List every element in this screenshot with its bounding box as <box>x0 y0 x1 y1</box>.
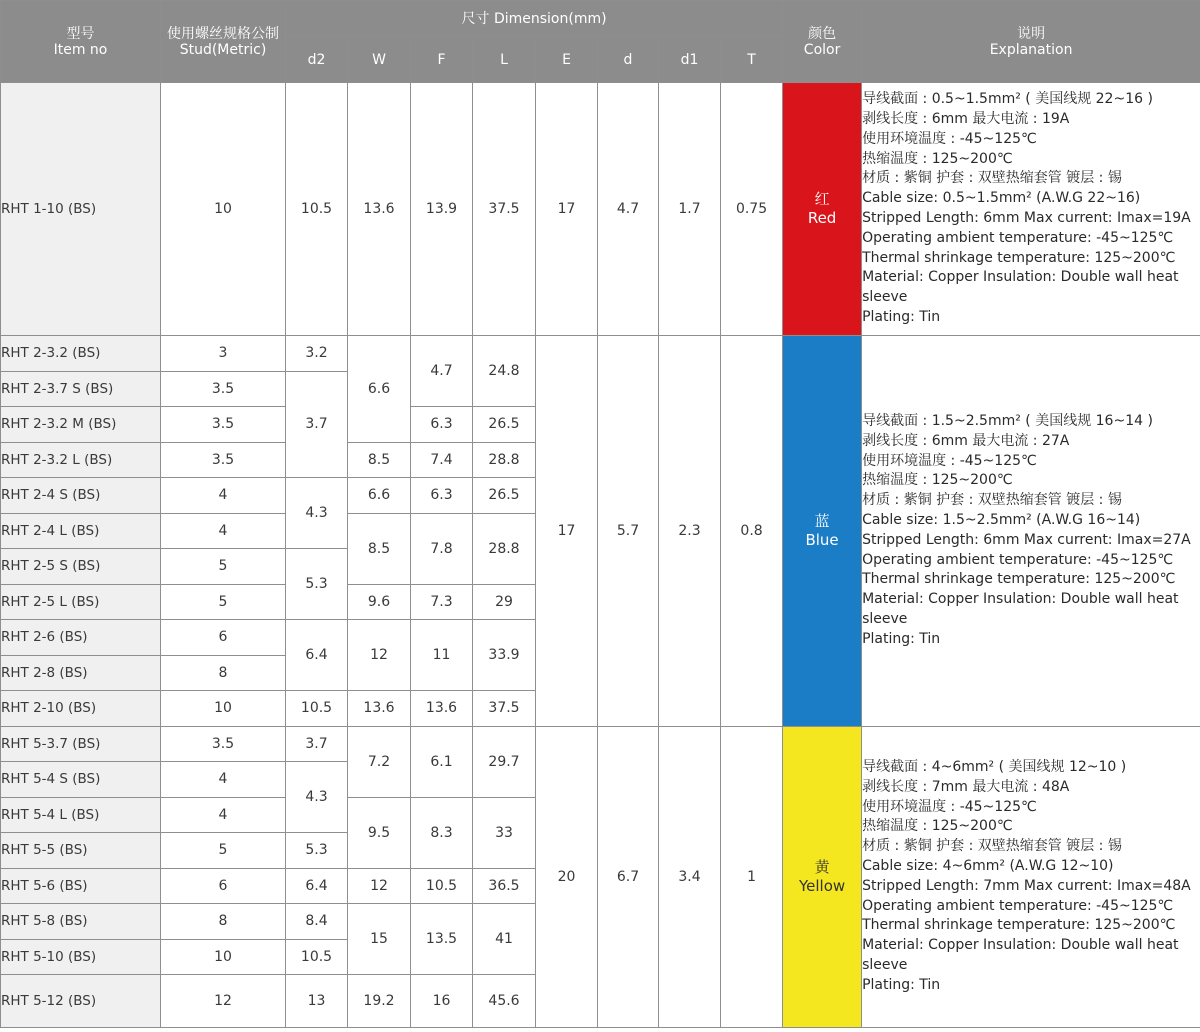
f-value: 13.5 <box>411 904 473 975</box>
d2-value: 4.3 <box>286 762 348 833</box>
d2-value: 5.3 <box>286 549 348 620</box>
color-label-en: Blue <box>805 530 839 549</box>
l-value: 45.6 <box>473 975 536 1028</box>
d2-value: 10.5 <box>286 691 348 727</box>
d2-value: 6.4 <box>286 868 348 904</box>
expl-line: Stripped Length: 6mm Max current: Imax=19A <box>862 210 1191 226</box>
color-label-cn: 蓝 <box>814 511 830 530</box>
expl-line: Plating: Tin <box>862 630 941 647</box>
expl-line: 导线截面 : 4~6mm² ( 美国线规 12~10 ) <box>862 758 1127 775</box>
stud-size: 5 <box>161 584 286 620</box>
stud-size: 3.5 <box>161 371 286 407</box>
item-no: RHT 5-8 (BS) <box>1 904 161 940</box>
expl-line: 导线截面 : 1.5~2.5mm² ( 美国线规 16~14 ) <box>862 412 1153 429</box>
color-swatch-yellow <box>783 726 862 1028</box>
l-value: 29 <box>473 584 536 620</box>
item-no: RHT 2-8 (BS) <box>1 655 161 691</box>
d2-value: 3.7 <box>286 726 348 762</box>
l-value: 33.9 <box>473 620 536 691</box>
w-value: 6.6 <box>348 336 411 443</box>
item-no: RHT 5-10 (BS) <box>1 939 161 975</box>
expl-line: 使用环境温度 : -45~125℃ <box>862 798 1037 815</box>
l-value: 29.7 <box>473 726 536 797</box>
l-value: 33 <box>473 797 536 868</box>
item-no: RHT 2-3.2 M (BS) <box>1 407 161 443</box>
header-item-no: 型号 Item no <box>1 1 161 83</box>
l-value: 36.5 <box>473 868 536 904</box>
f-value: 6.3 <box>411 407 473 443</box>
w-value: 6.6 <box>348 478 411 514</box>
l-value: 26.5 <box>473 478 536 514</box>
w-value: 12 <box>348 620 411 691</box>
t-value: 1 <box>721 726 783 1028</box>
w-value: 19.2 <box>348 975 411 1028</box>
expl-line: Thermal shrinkage temperature: 125~200℃ <box>862 571 1176 588</box>
d2-value: 8.4 <box>286 904 348 940</box>
stud-size: 4 <box>161 478 286 514</box>
d2-value: 10.5 <box>286 939 348 975</box>
color-label-cn: 黄 <box>814 857 830 876</box>
table-row <box>1 83 1200 336</box>
w-value: 12 <box>348 868 411 904</box>
header-explanation: 说明 Explanation <box>862 1 1200 83</box>
item-no: RHT 5-4 S (BS) <box>1 762 161 798</box>
d2-value: 4.3 <box>286 478 348 549</box>
expl-line: 材质 : 紫铜 护套 : 双壁热缩套管 镀层 : 锡 <box>862 838 1122 855</box>
f-value: 7.3 <box>411 584 473 620</box>
stud-size: 6 <box>161 868 286 904</box>
expl-line: 使用环境温度 : -45~125℃ <box>862 452 1037 469</box>
header-t: T <box>721 37 783 83</box>
w-value: 8.5 <box>348 442 411 478</box>
l-value: 37.5 <box>473 83 536 336</box>
header-d2: d2 <box>286 37 348 83</box>
item-no: RHT 2-5 S (BS) <box>1 549 161 585</box>
expl-line: 使用环境温度 : -45~125℃ <box>862 130 1037 147</box>
table-row <box>1 336 1200 372</box>
w-value: 13.6 <box>348 691 411 727</box>
d2-value: 6.4 <box>286 620 348 691</box>
f-value: 8.3 <box>411 797 473 868</box>
stud-size: 6 <box>161 620 286 656</box>
f-value: 10.5 <box>411 868 473 904</box>
item-no: RHT 2-5 L (BS) <box>1 584 161 620</box>
expl-line: Cable size: 1.5~2.5mm² (A.W.G 16~14) <box>862 511 1141 528</box>
header-stud: 使用螺丝规格公制 Stud(Metric) <box>161 1 286 83</box>
l-value: 24.8 <box>473 336 536 407</box>
l-value: 28.8 <box>473 442 536 478</box>
expl-line: 材质 : 紫铜 护套 : 双壁热缩套管 镀层 : 锡 <box>862 492 1122 509</box>
stud-size: 8 <box>161 904 286 940</box>
f-value: 16 <box>411 975 473 1028</box>
item-no: RHT 5-12 (BS) <box>1 975 161 1028</box>
header-f: F <box>411 37 473 83</box>
expl-line: 热缩温度 : 125~200℃ <box>862 818 1013 835</box>
stud-size: 4 <box>161 513 286 549</box>
expl-line: 剥线长度 : 7mm 最大电流 : 48A <box>862 778 1070 795</box>
table-row <box>1 726 1200 762</box>
w-value: 9.6 <box>348 584 411 620</box>
expl-line: Material: Copper Insulation: Double wall heat sleeve <box>862 269 1179 306</box>
header-color: 颜色 Color <box>783 1 862 83</box>
stud-size: 3 <box>161 336 286 372</box>
explanation-red <box>862 83 1200 336</box>
color-label-en: Yellow <box>798 876 846 895</box>
l-value: 41 <box>473 904 536 975</box>
expl-line: Thermal shrinkage temperature: 125~200℃ <box>862 917 1176 934</box>
table-header <box>1 1 1200 83</box>
w-value: 9.5 <box>348 797 411 868</box>
f-value: 13.9 <box>411 83 473 336</box>
expl-line: Stripped Length: 7mm Max current: Imax=48A <box>862 877 1191 894</box>
expl-line: Cable size: 0.5~1.5mm² (A.W.G 22~16) <box>862 190 1141 207</box>
item-no: RHT 2-3.2 L (BS) <box>1 442 161 478</box>
stud-size: 4 <box>161 762 286 798</box>
stud-size: 8 <box>161 655 286 691</box>
stud-size: 4 <box>161 797 286 833</box>
f-value: 7.8 <box>411 513 473 584</box>
d2-value: 5.3 <box>286 833 348 869</box>
item-no: RHT 5-3.7 (BS) <box>1 726 161 762</box>
d1-value: 3.4 <box>659 726 721 1028</box>
expl-line: 剥线长度 : 6mm 最大电流 : 27A <box>862 432 1070 449</box>
t-value: 0.75 <box>721 83 783 336</box>
expl-line: Plating: Tin <box>862 308 941 325</box>
item-no: RHT 2-4 S (BS) <box>1 478 161 514</box>
header-w: W <box>348 37 411 83</box>
w-value: 7.2 <box>348 726 411 797</box>
stud-size: 3.5 <box>161 726 286 762</box>
f-value: 11 <box>411 620 473 691</box>
w-value: 13.6 <box>348 83 411 336</box>
expl-line: Material: Copper Insulation: Double wall heat sleeve <box>862 591 1179 627</box>
item-no: RHT 2-6 (BS) <box>1 620 161 656</box>
color-swatch-red <box>783 83 862 336</box>
expl-line: Plating: Tin <box>862 976 941 993</box>
expl-line: Stripped Length: 6mm Max current: Imax=27A <box>862 531 1191 548</box>
expl-line: Thermal shrinkage temperature: 125~200℃ <box>862 249 1176 266</box>
d-value: 5.7 <box>598 336 659 727</box>
expl-line: 导线截面 : 0.5~1.5mm² ( 美国线规 22~16 ) <box>862 91 1153 108</box>
expl-line: 剥线长度 : 6mm 最大电流 : 19A <box>862 111 1070 128</box>
expl-line: Operating ambient temperature: -45~125℃ <box>862 551 1174 568</box>
expl-line: 热缩温度 : 125~200℃ <box>862 150 1013 167</box>
d2-value: 3.7 <box>286 371 348 478</box>
item-no: RHT 2-3.7 S (BS) <box>1 371 161 407</box>
e-value: 17 <box>536 83 598 336</box>
header-l: L <box>473 37 536 83</box>
expl-line: 材质 : 紫铜 护套 : 双壁热缩套管 镀层 : 锡 <box>862 170 1122 187</box>
d1-value: 2.3 <box>659 336 721 727</box>
f-value: 4.7 <box>411 336 473 407</box>
item-no: RHT 2-4 L (BS) <box>1 513 161 549</box>
expl-line: Operating ambient temperature: -45~125℃ <box>862 897 1174 914</box>
stud-size: 5 <box>161 833 286 869</box>
stud-size: 3.5 <box>161 407 286 443</box>
l-value: 37.5 <box>473 691 536 727</box>
header-d: d <box>598 37 659 83</box>
explanation-yellow <box>862 726 1200 1028</box>
expl-line: Material: Copper Insulation: Double wall heat sleeve <box>862 937 1179 973</box>
stud-size: 10 <box>161 939 286 975</box>
table-body <box>1 83 1200 1028</box>
stud-size: 3.5 <box>161 442 286 478</box>
d2-value: 3.2 <box>286 336 348 372</box>
f-value: 6.1 <box>411 726 473 797</box>
f-value: 6.3 <box>411 478 473 514</box>
color-swatch-blue <box>783 336 862 727</box>
w-value: 8.5 <box>348 513 411 584</box>
d1-value: 1.7 <box>659 83 721 336</box>
stud-size: 12 <box>161 975 286 1028</box>
d2-value: 13 <box>286 975 348 1028</box>
e-value: 20 <box>536 726 598 1028</box>
l-value: 28.8 <box>473 513 536 584</box>
item-no: RHT 2-3.2 (BS) <box>1 336 161 372</box>
header-e: E <box>536 37 598 83</box>
d-value: 4.7 <box>598 83 659 336</box>
item-no: RHT 5-4 L (BS) <box>1 797 161 833</box>
e-value: 17 <box>536 336 598 727</box>
header-d1: d1 <box>659 37 721 83</box>
t-value: 0.8 <box>721 336 783 727</box>
stud-size: 5 <box>161 549 286 585</box>
color-label-en: Red <box>807 209 837 227</box>
color-label-cn: 红 <box>814 190 830 208</box>
stud-size: 10 <box>161 83 286 336</box>
f-value: 13.6 <box>411 691 473 727</box>
f-value: 7.4 <box>411 442 473 478</box>
header-dimension: 尺寸 Dimension(mm) <box>286 1 783 37</box>
stud-size: 10 <box>161 691 286 727</box>
w-value: 15 <box>348 904 411 975</box>
d-value: 6.7 <box>598 726 659 1028</box>
item-no: RHT 5-5 (BS) <box>1 833 161 869</box>
expl-line: Operating ambient temperature: -45~125℃ <box>862 229 1174 246</box>
item-no: RHT 1-10 (BS) <box>1 83 161 336</box>
expl-line: 热缩温度 : 125~200℃ <box>862 472 1013 489</box>
d2-value: 10.5 <box>286 83 348 336</box>
explanation-blue <box>862 336 1200 727</box>
item-no: RHT 2-10 (BS) <box>1 691 161 727</box>
l-value: 26.5 <box>473 407 536 443</box>
item-no: RHT 5-6 (BS) <box>1 868 161 904</box>
expl-line: Cable size: 4~6mm² (A.W.G 12~10) <box>862 857 1114 874</box>
